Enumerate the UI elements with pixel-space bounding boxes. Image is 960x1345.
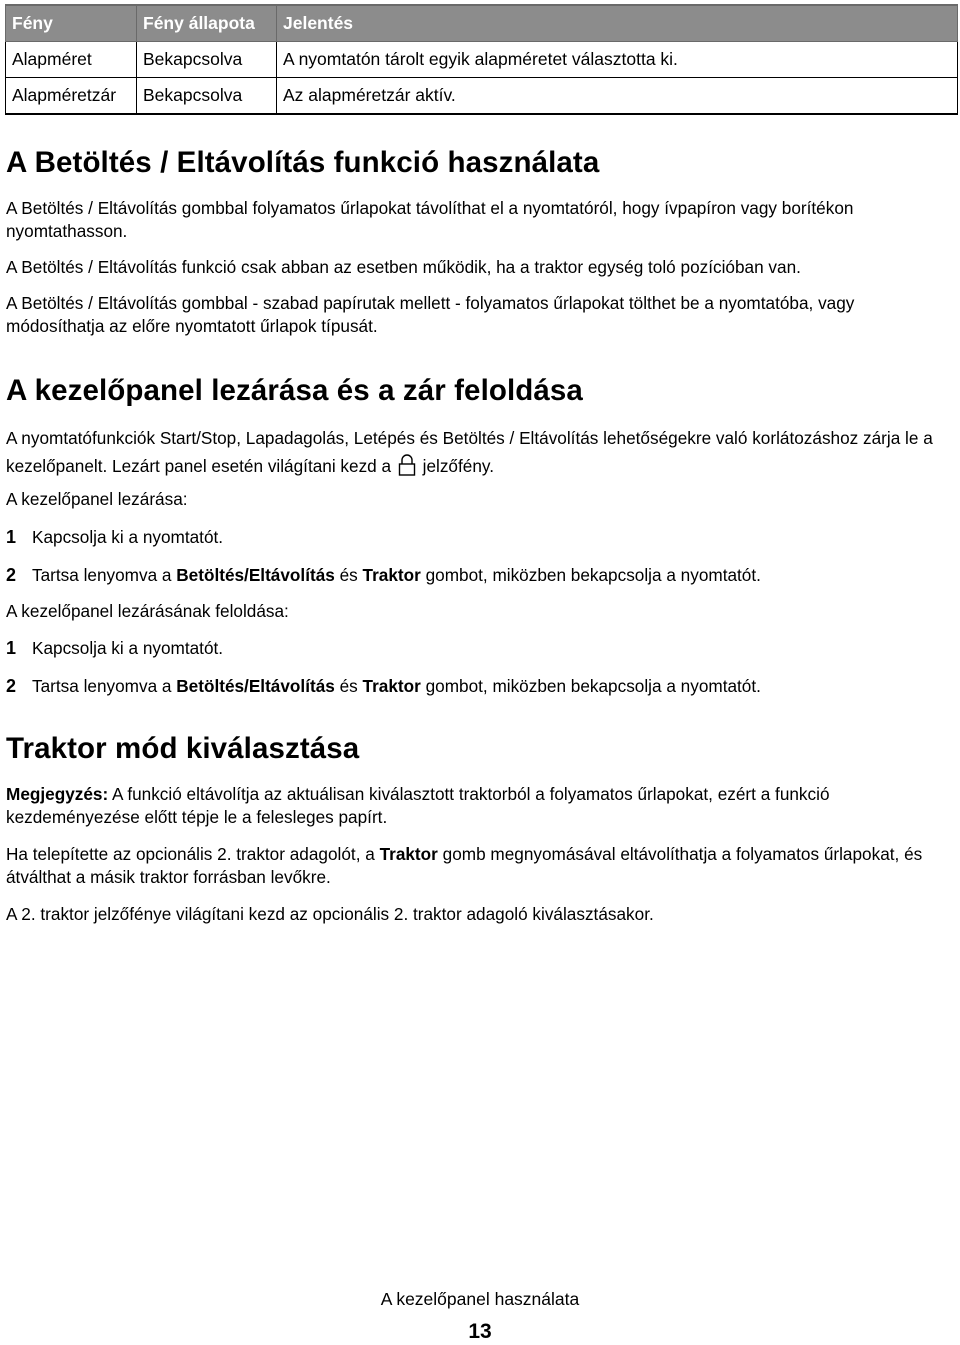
note-text: A funkció eltávolítja az aktuálisan kiválasztott traktorból a folyamatos űrlapokat, ezért a funkció kezdeményezése előtt tépje le a felesleges papírt. (6, 784, 830, 827)
table-row (6, 42, 958, 78)
table-header-row (6, 5, 958, 42)
section-heading-load-unload: A Betöltés / Eltávolítás funkció használata (6, 146, 600, 179)
step-text: Kapcsolja ki a nyomtatót. (32, 638, 224, 658)
header-cell: Jelentés (277, 5, 958, 42)
bold-term: Traktor (379, 844, 438, 864)
bold-term: Traktor (362, 565, 421, 585)
table-cell: Az alapméretzár aktív. (277, 78, 958, 115)
unlock-step-1 (6, 637, 956, 660)
table-row (6, 78, 958, 115)
step-text: és (334, 676, 363, 696)
lock-icon (398, 454, 416, 476)
bold-term: Betöltés/Eltávolítás (176, 676, 335, 696)
header-cell: Fény (6, 5, 137, 42)
section-heading-panel-lock: A kezelőpanel lezárása és a zár feloldása (6, 374, 583, 407)
paragraph: A Betöltés / Eltávolítás gombbal folyamatos űrlapokat távolíthat el a nyomtatóról, hogy ívpapíron vagy borítékon nyomtathasson. (6, 198, 854, 241)
table-cell: Alapméret (6, 42, 137, 78)
step-text: Kapcsolja ki a nyomtatót. (32, 527, 224, 547)
light-status-table (5, 4, 958, 115)
step-text: és (334, 565, 363, 585)
lock-step-1 (6, 526, 956, 549)
text: jelzőfény. (422, 456, 494, 476)
bold-term: Betöltés/Eltávolítás (176, 565, 335, 585)
paragraph: A Betöltés / Eltávolítás gombbal - szabad papírutak mellett - folyamatos űrlapokat tölthet be a nyomtatóba, vagy módosíthatja az előre nyomtatott űrlapok típusát. (6, 293, 855, 336)
page-number: 13 (468, 1320, 492, 1343)
text: gomb megnyomásával eltávolíthatja a folyamatos űrlapokat, és átválthat a másik traktor forrásban levőkre. (6, 844, 923, 887)
paragraph: A 2. traktor jelzőfénye világítani kezd az opcionális 2. traktor adagoló kiválasztásakor. (6, 904, 654, 924)
footer-section-title: A kezelőpanel használata (380, 1289, 580, 1309)
table-cell: Bekapcsolva (137, 78, 277, 115)
unlock-step-2 (6, 675, 956, 698)
text: A nyomtatófunkciók Start/Stop, Lapadagolás, Letépés és Betöltés / Eltávolítás lehetőségekre való korlátozáshoz zárja le a kezelőpanelt. Lezárt panel esetén világítani kezd a (6, 428, 933, 476)
step-text: gombot, miközben bekapcsolja a nyomtatót. (420, 565, 761, 585)
lock-step-2 (6, 564, 956, 587)
paragraph (6, 843, 956, 889)
step-number: 1 (6, 527, 17, 547)
step-text: Tartsa lenyomva a (32, 676, 177, 696)
lock-procedure-label: A kezelőpanel lezárása: (6, 489, 188, 509)
paragraph-lock-intro (6, 424, 956, 480)
bold-term: Traktor (362, 676, 421, 696)
header-cell: Fény állapota (137, 5, 277, 42)
step-text: Tartsa lenyomva a (32, 565, 177, 585)
step-number: 2 (6, 565, 17, 585)
paragraph: A Betöltés / Eltávolítás funkció csak abban az esetben működik, ha a traktor egység toló pozícióban van. (6, 257, 801, 277)
table-cell: Alapméretzár (6, 78, 137, 115)
text: Ha telepítette az opcionális 2. traktor adagolót, a (6, 844, 380, 864)
table-cell: Bekapcsolva (137, 42, 277, 78)
step-number: 2 (6, 676, 17, 696)
table-cell: A nyomtatón tárolt egyik alapméretet választotta ki. (277, 42, 958, 78)
note-paragraph (6, 783, 956, 829)
note-label: Megjegyzés: (6, 784, 109, 804)
unlock-procedure-label: A kezelőpanel lezárásának feloldása: (6, 601, 289, 621)
step-text: gombot, miközben bekapcsolja a nyomtatót. (420, 676, 761, 696)
section-heading-tractor-mode: Traktor mód kiválasztása (6, 732, 360, 765)
step-number: 1 (6, 638, 17, 658)
